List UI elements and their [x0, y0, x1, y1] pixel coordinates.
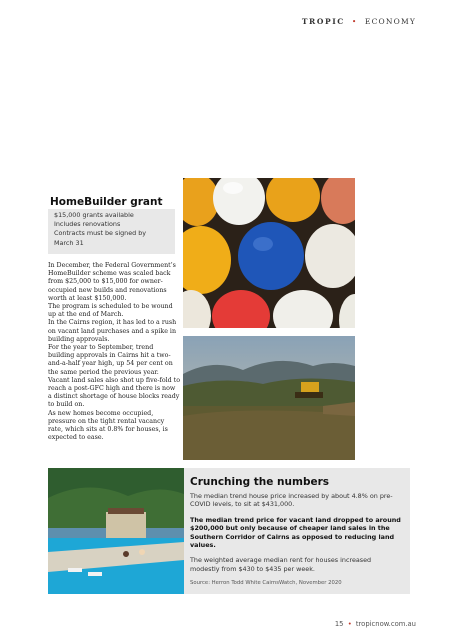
article-paragraph: As new homes become occupied, pressure on the tight rental vacancy rate, which sits at 0.8% for houses, is expected to ease. [48, 409, 168, 442]
page-number: 15 [334, 620, 344, 628]
article-paragraph: In the Cairns region, it has led to a rush on vacant land purchases and a spike in building approvals. [48, 319, 177, 343]
brand-name: TROPIC [301, 17, 345, 26]
article-paragraph: For the year to September, trend building approvals in Cairns hit a two-and-a-half year high, up 54 per cent on the same period the previous year. [48, 344, 173, 376]
footer-bullet: • [347, 620, 352, 628]
grant-line: $15,000 grants available [54, 211, 134, 219]
header-bullet: • [351, 17, 358, 26]
hard-hats-illustration [183, 178, 355, 328]
crunch-paragraph: The median trend house price increased by about 4.8% on pre-COVID levels, to sit at $431,000. [190, 492, 393, 509]
crunch-source: Source: Herron Todd White CairnsWatch, November 2020 [190, 580, 342, 587]
grant-title: HomeBuilder grant [50, 196, 163, 208]
crunch-title: Crunching the numbers [190, 476, 330, 488]
crunching-numbers-box [184, 468, 410, 594]
article-body [48, 262, 180, 442]
site-link[interactable]: tropicnow.com.au [355, 620, 416, 628]
page-header [302, 17, 416, 26]
article-paragraph: Vacant land sales also shot up five-fold to reach a post-GFC high and there is now a distinct shortage of house blocks ready to build on. [48, 376, 180, 409]
grant-line: Contracts must be signed by [54, 229, 147, 238]
crunch-paragraph: The weighted average median rent for houses increased modestly from $430 to $435 per week. [190, 556, 372, 573]
grant-line: Includes renovations [54, 220, 121, 229]
section-name: ECONOMY [364, 17, 416, 26]
hard-hats-photo [183, 178, 355, 328]
construction-field-photo [183, 336, 355, 460]
grant-line: March 31 [54, 238, 84, 247]
crunch-paragraph-bold: The median trend price for vacant land dropped to around $200,000 but only because of cheaper land sales in the Southern Corridor of Cairns as opposed to reducing land values. [190, 515, 401, 550]
resort-pool-photo [48, 468, 184, 594]
page-footer [335, 620, 416, 628]
grant-box [48, 209, 175, 254]
article-paragraph: The program is scheduled to be wound up at the end of March. [48, 303, 173, 319]
pool-illustration [48, 468, 184, 594]
article-paragraph: In December, the Federal Government’s HomeBuilder scheme was scaled back from $25,000 to $15,000 for owner-occupied new builds and renovations worth at least $150,000. [48, 262, 176, 302]
field-illustration [183, 336, 355, 460]
